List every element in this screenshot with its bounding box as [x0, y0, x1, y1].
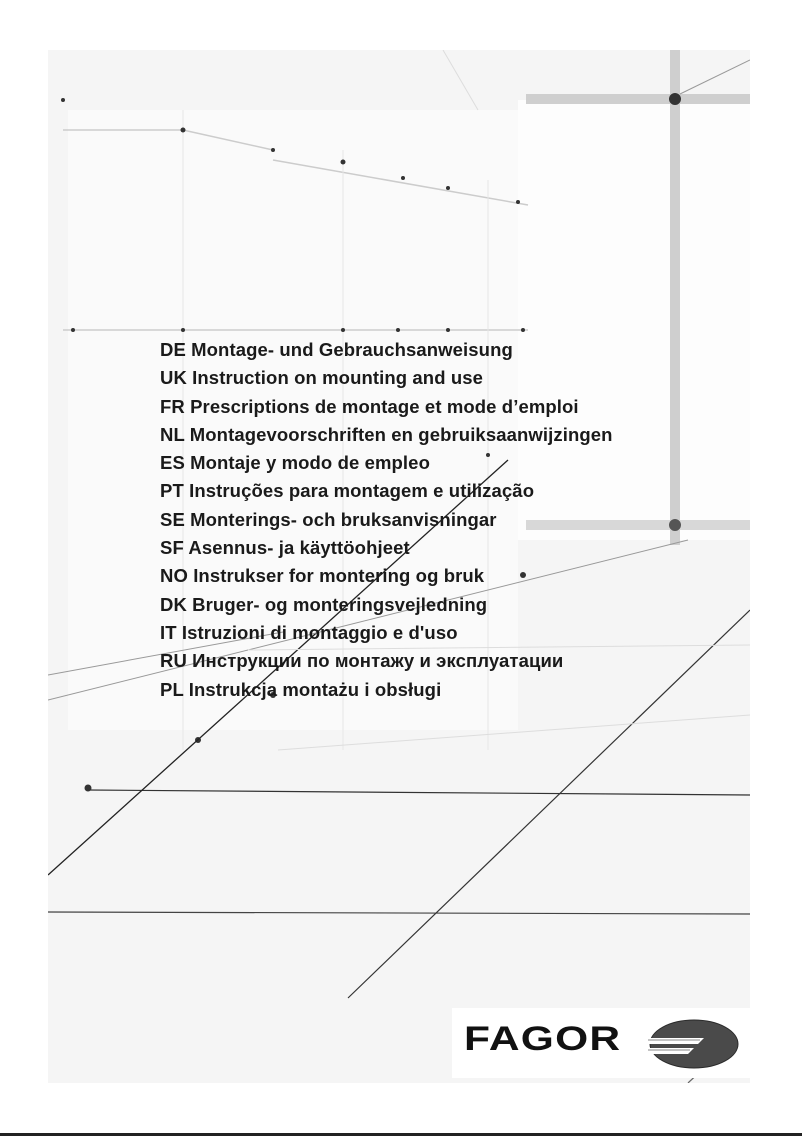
fagor-ellipse-logo-icon: [642, 1018, 740, 1070]
language-title-sf: SF Asennus- ja käyttöohjeet: [160, 537, 410, 559]
language-title-ru: RU Инструкции по монтажу и эксплуатации: [160, 650, 564, 672]
language-title-pt: PT Instruções para montagem e utilização: [160, 480, 535, 502]
language-title-de: DE Montage- und Gebrauchsanweisung: [160, 339, 513, 360]
language-title-pl: PL Instrukcja montażu i obsługi: [160, 678, 442, 700]
brand-wordmark: FAGOR: [464, 1020, 622, 1058]
language-title-se: SE Monterings- och bruksanvisningar: [160, 508, 497, 530]
language-title-fr: FR Prescriptions de montage et mode d’emploi: [160, 395, 579, 417]
language-title-uk: UK Instruction on mounting and use: [160, 367, 484, 389]
language-title-dk: DK Bruger- og monteringsvejledning: [160, 593, 488, 615]
language-title-it: IT Istruzioni di montaggio e d'uso: [160, 621, 458, 643]
language-title-no: NO Instrukser for montering og bruk: [160, 565, 485, 587]
language-title-nl: NL Montagevoorschriften en gebruiksaanwijzingen: [160, 423, 613, 445]
language-title-es: ES Montaje y modo de empleo: [160, 452, 430, 474]
brand-logo: [452, 1008, 750, 1078]
language-title-list: [160, 336, 613, 704]
cover-photo: [48, 50, 750, 1083]
